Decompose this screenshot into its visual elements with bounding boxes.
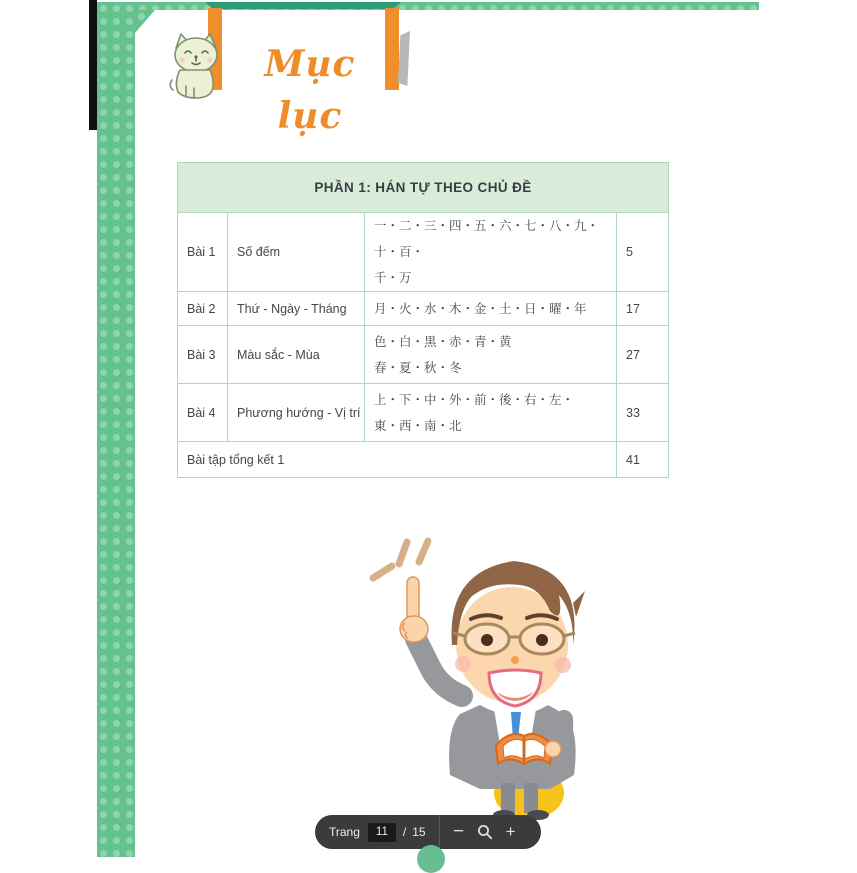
page-number-cell: 33 <box>617 384 669 442</box>
zoom-out-button[interactable]: − <box>446 815 472 849</box>
table-row <box>178 384 669 442</box>
lesson-cell: Bài 3 <box>178 326 228 384</box>
page-number-cell: 41 <box>617 442 669 478</box>
page-fold-shape <box>398 31 410 86</box>
toc-table <box>177 162 669 478</box>
pointing-teacher-illustration <box>352 533 590 821</box>
lesson-cell: Bài 2 <box>178 292 228 326</box>
lesson-cell: Bài 4 <box>178 384 228 442</box>
page-label: Trang <box>329 825 360 839</box>
cat-icon <box>164 30 230 100</box>
corner-chamfer <box>135 10 155 33</box>
top-dotted-border <box>97 2 759 10</box>
page-number-cell: 27 <box>617 326 669 384</box>
bottom-green-circle <box>417 845 445 873</box>
total-pages: 15 <box>412 825 426 839</box>
section-header: PHẦN 1: HÁN TỰ THEO CHỦ ĐỀ <box>178 163 669 213</box>
kanji-cell: 色・白・黒・赤・青・黄 春・夏・秋・冬 <box>365 326 617 384</box>
lesson-cell: Bài 1 <box>178 213 228 292</box>
page-title: Mục lục <box>264 43 356 137</box>
left-dotted-border <box>97 2 135 857</box>
banner-top-bar <box>205 2 401 9</box>
magnifier-icon <box>477 824 493 840</box>
viewer-toolbar <box>315 815 541 849</box>
summary-row <box>178 442 669 478</box>
zoom-in-button[interactable]: + <box>498 815 524 849</box>
topic-cell: Màu sắc - Mùa <box>228 326 365 384</box>
left-edge-black-bar <box>89 0 97 130</box>
page-separator: / <box>402 825 407 839</box>
kanji-cell: 月・火・水・木・金・土・日・曜・年 <box>365 292 617 326</box>
page-number-cell: 17 <box>617 292 669 326</box>
current-page-input[interactable] <box>368 823 396 842</box>
topic-cell: Phương hướng - Vị trí <box>228 384 365 442</box>
table-row <box>178 326 669 384</box>
page-number-cell: 5 <box>617 213 669 292</box>
kanji-cell: 上・下・中・外・前・後・右・左・ 東・西・南・北 <box>365 384 617 442</box>
table-row <box>178 213 669 292</box>
kanji-cell: 一・二・三・四・五・六・七・八・九・十・百・ 千・万 <box>365 213 617 292</box>
summary-label: Bài tập tổng kết 1 <box>178 442 617 478</box>
zoom-reset-button[interactable] <box>472 815 498 849</box>
section-header-row <box>178 163 669 213</box>
table-row <box>178 292 669 326</box>
topic-cell: Thứ - Ngày - Tháng <box>228 292 365 326</box>
toolbar-divider <box>439 815 440 849</box>
topic-cell: Số đếm <box>228 213 365 292</box>
